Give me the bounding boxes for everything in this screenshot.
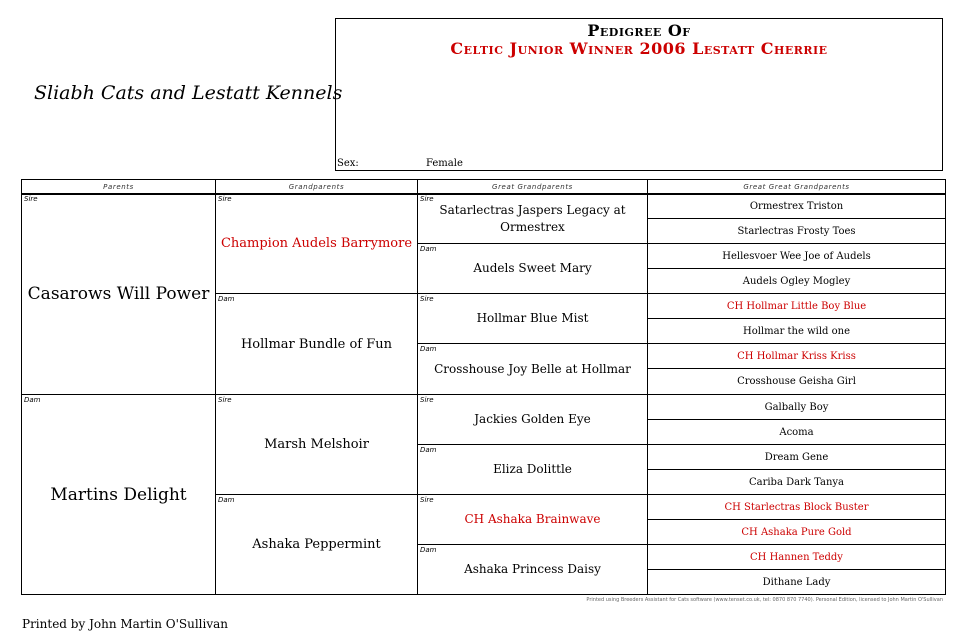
great-great-grandparent-cell: [647, 368, 946, 395]
sire-tag: Sire: [420, 195, 434, 203]
great-grandparent-cell: [417, 394, 648, 445]
dam-tag: Dam: [218, 496, 235, 504]
great-great-grandparent-name: Dithane Lady: [762, 576, 831, 588]
column-header-4: Great Great Grandparents: [647, 179, 946, 195]
kennel-name: Sliabh Cats and Lestatt Kennels: [34, 82, 343, 104]
great-great-grandparent-cell: [647, 419, 946, 445]
great-great-grandparent-name: Hellesvoer Wee Joe of Audels: [722, 250, 871, 262]
grandparent-name: Marsh Melshoir: [264, 437, 369, 452]
great-grandparent-name: Jackies Golden Eye: [474, 412, 591, 426]
great-great-grandparent-cell: [647, 519, 946, 545]
great-grandparent-name: Hollmar Blue Mist: [476, 311, 589, 325]
grandparent-name: Champion Audels Barrymore: [220, 236, 413, 251]
parent-cell: [21, 193, 216, 395]
sire-tag: Sire: [420, 396, 434, 404]
grandparent-cell: [215, 193, 418, 294]
great-grandparent-name: CH Ashaka Brainwave: [464, 512, 601, 526]
dam-tag: Dam: [218, 295, 235, 303]
great-great-grandparent-cell: [647, 343, 946, 369]
great-great-grandparent-name: CH Starlectras Block Buster: [724, 501, 869, 513]
title-box: [335, 18, 943, 171]
column-header-1: Parents: [21, 179, 216, 195]
dam-tag: Dam: [420, 446, 437, 454]
great-grandparent-name: Satarlectras Jaspers Legacy at Ormestrex: [439, 202, 626, 234]
great-great-grandparent-name: Dream Gene: [764, 451, 829, 463]
great-grandparent-name: Ashaka Princess Daisy: [464, 562, 601, 576]
dam-tag: Dam: [24, 396, 41, 404]
grandparent-name: Ashaka Peppermint: [252, 537, 381, 552]
column-header-3: Great Grandparents: [417, 179, 648, 195]
software-credit: Printed using Breeders Assistant for Cats software (www.tenset.co.uk, tel: 0870 870 7740). Personal Edition, licensed to John Martin O'Sullivan: [586, 597, 943, 603]
parent-cell: [21, 394, 216, 595]
grandparent-name: Hollmar Bundle of Fun: [240, 336, 393, 352]
dam-tag: Dam: [420, 546, 437, 554]
grandparent-cell: [215, 494, 418, 595]
great-great-grandparent-name: CH Hollmar Kriss Kriss: [737, 350, 856, 362]
great-great-grandparent-cell: [647, 544, 946, 570]
great-great-grandparent-cell: [647, 394, 946, 420]
great-grandparent-cell: [417, 343, 648, 395]
great-great-grandparent-cell: [647, 193, 946, 219]
great-great-grandparent-cell: [647, 243, 946, 269]
sex-value: Female: [426, 158, 463, 169]
great-great-grandparent-name: Ormestrex Triston: [749, 200, 844, 212]
grandparent-cell: [215, 293, 418, 395]
great-great-grandparent-name: Audels Ogley Mogley: [742, 275, 851, 287]
great-great-grandparent-name: Galbally Boy: [764, 401, 829, 413]
great-great-grandparent-cell: [647, 268, 946, 294]
great-grandparent-cell: [417, 444, 648, 495]
great-great-grandparent-name: CH Hollmar Little Boy Blue: [726, 300, 867, 312]
great-great-grandparent-name: Hollmar the wild one: [742, 325, 850, 337]
great-grandparent-cell: [417, 193, 648, 244]
sire-tag: Sire: [24, 195, 38, 203]
dam-tag: Dam: [420, 345, 437, 353]
sire-tag: Sire: [218, 396, 232, 404]
great-great-grandparent-cell: [647, 469, 946, 495]
great-grandparent-cell: [417, 243, 648, 294]
great-great-grandparent-name: Acoma: [779, 426, 814, 438]
cat-name-title: Celtic Junior Winner 2006 Lestatt Cherrie: [450, 39, 828, 58]
dam-tag: Dam: [420, 245, 437, 253]
great-great-grandparent-name: Cariba Dark Tanya: [748, 476, 845, 488]
sire-tag: Sire: [218, 195, 232, 203]
sex-label: Sex:: [337, 158, 359, 169]
great-great-grandparent-name: CH Hannen Teddy: [750, 551, 843, 563]
parent-name: Casarows Will Power: [27, 284, 210, 304]
great-grandparent-name: Audels Sweet Mary: [473, 261, 592, 275]
grandparent-cell: [215, 394, 418, 495]
great-grandparent-name: Eliza Dolittle: [493, 462, 572, 476]
great-grandparent-cell: [417, 544, 648, 595]
pedigree-heading: Pedigree Of: [587, 21, 691, 40]
column-header-2: Grandparents: [215, 179, 418, 195]
great-grandparent-name: Crosshouse Joy Belle at Hollmar: [434, 361, 631, 376]
great-great-grandparent-cell: [647, 569, 946, 595]
sire-tag: Sire: [420, 295, 434, 303]
great-great-grandparent-cell: [647, 218, 946, 244]
great-great-grandparent-cell: [647, 444, 946, 470]
printed-by: Printed by John Martin O'Sullivan: [22, 617, 229, 631]
great-great-grandparent-name: Starlectras Frosty Toes: [737, 225, 856, 237]
great-great-grandparent-name: Crosshouse Geisha Girl: [737, 376, 856, 387]
great-great-grandparent-cell: [647, 318, 946, 344]
sire-tag: Sire: [420, 496, 434, 504]
great-grandparent-cell: [417, 293, 648, 344]
great-great-grandparent-name: CH Ashaka Pure Gold: [741, 526, 852, 538]
great-grandparent-cell: [417, 494, 648, 545]
parent-name: Martins Delight: [50, 484, 187, 505]
great-great-grandparent-cell: [647, 293, 946, 319]
great-great-grandparent-cell: [647, 494, 946, 520]
